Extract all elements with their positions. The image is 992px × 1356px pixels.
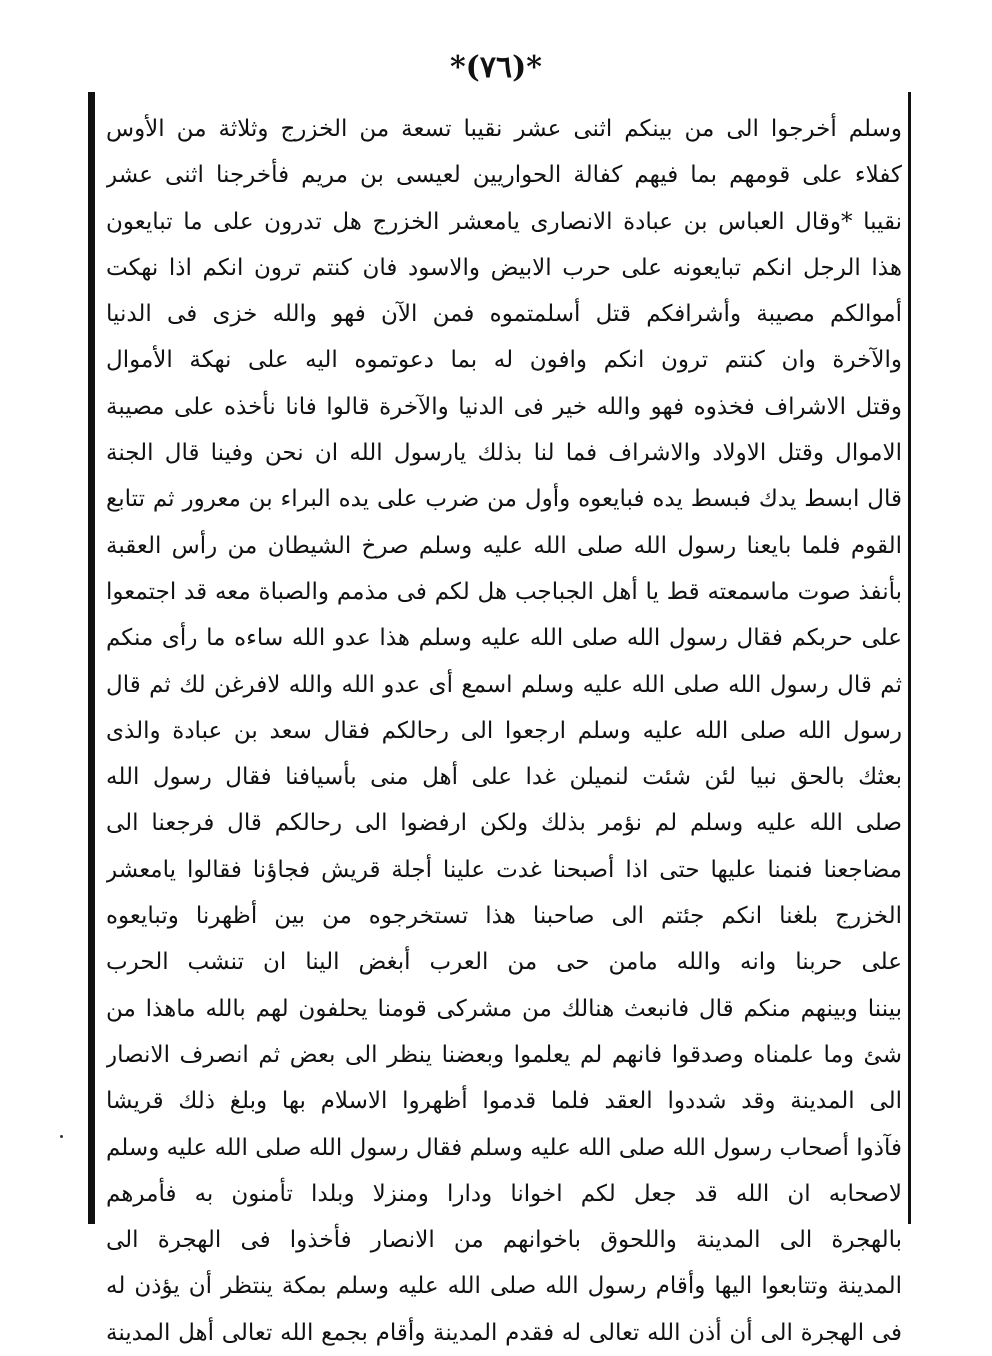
text-line: المدينة وتتابعوا اليها وأقام رسول الله صلى الله عليه وسلم بمكة ينتظر أن يؤذن له	[106, 1273, 902, 1300]
right-margin-rule	[908, 92, 911, 1224]
text-line: لاصحابه ان الله قد جعل لكم اخوانا ودارا ومنزلا وبلدا تأمنون به فأمرهم	[106, 1180, 902, 1207]
text-line: مضاجعنا فنمنا عليها حتى اذا أصبحنا غدت علينا أجلة قريش فجاؤنا فقالوا يامعشر	[106, 856, 902, 883]
text-line: قال ابسط يدك فبسط يده فبايعوه وأول من ضرب على يده البراء بن معرور ثم تتابع	[106, 486, 902, 513]
text-line: وسلم أخرجوا الى من بينكم اثنى عشر نقيبا تسعة من الخزرج وثلاثة من الأوس	[106, 116, 902, 142]
text-line: بالهجرة الى المدينة واللحوق باخوانهم من الانصار فأخذوا فى الهجرة الى	[106, 1227, 902, 1254]
text-line: على حربنا وانه والله مامن حى من العرب أبغض الينا ان تنشب الحرب	[106, 949, 902, 976]
text-line: على حربكم فقال رسول الله صلى الله عليه وسلم هذا عدو الله ساءه ما رأى منكم	[106, 625, 902, 652]
margin-dot	[60, 1135, 63, 1138]
page-number: *(٧٦)*	[449, 50, 542, 85]
text-line: كفلاء على قومهم بما فيهم كفالة الحواريين لعيسى بن مريم فأخرجنا اثنى عشر	[106, 162, 902, 189]
text-line: الى المدينة وقد شددوا العقد فلما قدموا أظهروا الاسلام بها وبلغ ذلك قريشا	[106, 1088, 902, 1115]
text-line: الاموال وقتل الاولاد والاشراف فما لنا بذلك يارسول الله ان نحن وفينا قال الجنة	[106, 440, 902, 467]
text-line: الخزرج بلغنا انكم جئتم الى صاحبنا هذا تستخرجوه من بين أظهرنا وتبايعوه	[106, 903, 902, 930]
text-line: فى الهجرة الى أن أذن الله تعالى له فقدم المدينة وأقام بجمع الله تعالى أهل المدينة	[106, 1319, 902, 1346]
text-line: بأنفذ صوت ماسمعته قط يا أهل الجباجب هل لكم فى مذمم والصباة معه قد اجتمعوا	[106, 578, 902, 605]
text-line: نقيبا *وقال العباس بن عبادة الانصارى يامعشر الخزرج هل تدرون على ما تبايعون	[106, 208, 902, 235]
body-text	[106, 106, 902, 1356]
text-line: أموالكم مصيبة وأشرافكم قتل أسلمتموه فمن الآن فهو والله خزى فى الدنيا	[106, 301, 902, 328]
text-line: ثم قال رسول الله صلى الله عليه وسلم اسمع أى عدو الله والله لافرغن لك ثم قال	[106, 671, 902, 698]
text-line: فآذوا أصحاب رسول الله صلى الله عليه وسلم فقال رسول الله صلى الله عليه وسلم	[106, 1134, 902, 1161]
text-line: وقتل الاشراف فخذوه فهو والله خير فى الدنيا والآخرة قالوا فانا نأخذه على مصيبة	[106, 393, 902, 420]
text-line: صلى الله عليه وسلم لم نؤمر بذلك ولكن ارفضوا الى رحالكم قال فرجعنا الى	[106, 810, 902, 837]
text-line: بعثك بالحق نبيا لئن شئت لنميلن غدا على أهل منى بأسيافنا فقال رسول الله	[106, 764, 902, 791]
text-line: شئ وما علمناه وصدقوا فانهم لم يعلموا وبعضنا ينظر الى بعض ثم انصرف الانصار	[106, 1041, 902, 1068]
text-line: والآخرة وان كنتم ترون انكم وافون له بما دعوتموه اليه على نهكة الأموال	[106, 347, 902, 374]
text-line: بيننا وبينهم منكم قال فانبعث هنالك من مشركى قومنا يحلفون لهم بالله ماهذا من	[106, 995, 902, 1022]
text-line: القوم فلما بايعنا رسول الله صلى الله عليه وسلم صرخ الشيطان من رأس العقبة	[106, 532, 902, 559]
text-line: هذا الرجل انكم تبايعونه على حرب الابيض والاسود فان كنتم ترون انكم اذا نهكت	[106, 254, 902, 281]
text-line: رسول الله صلى الله عليه وسلم ارجعوا الى رحالكم فقال سعد بن عبادة والذى	[106, 717, 902, 744]
left-margin-rule	[88, 92, 95, 1224]
